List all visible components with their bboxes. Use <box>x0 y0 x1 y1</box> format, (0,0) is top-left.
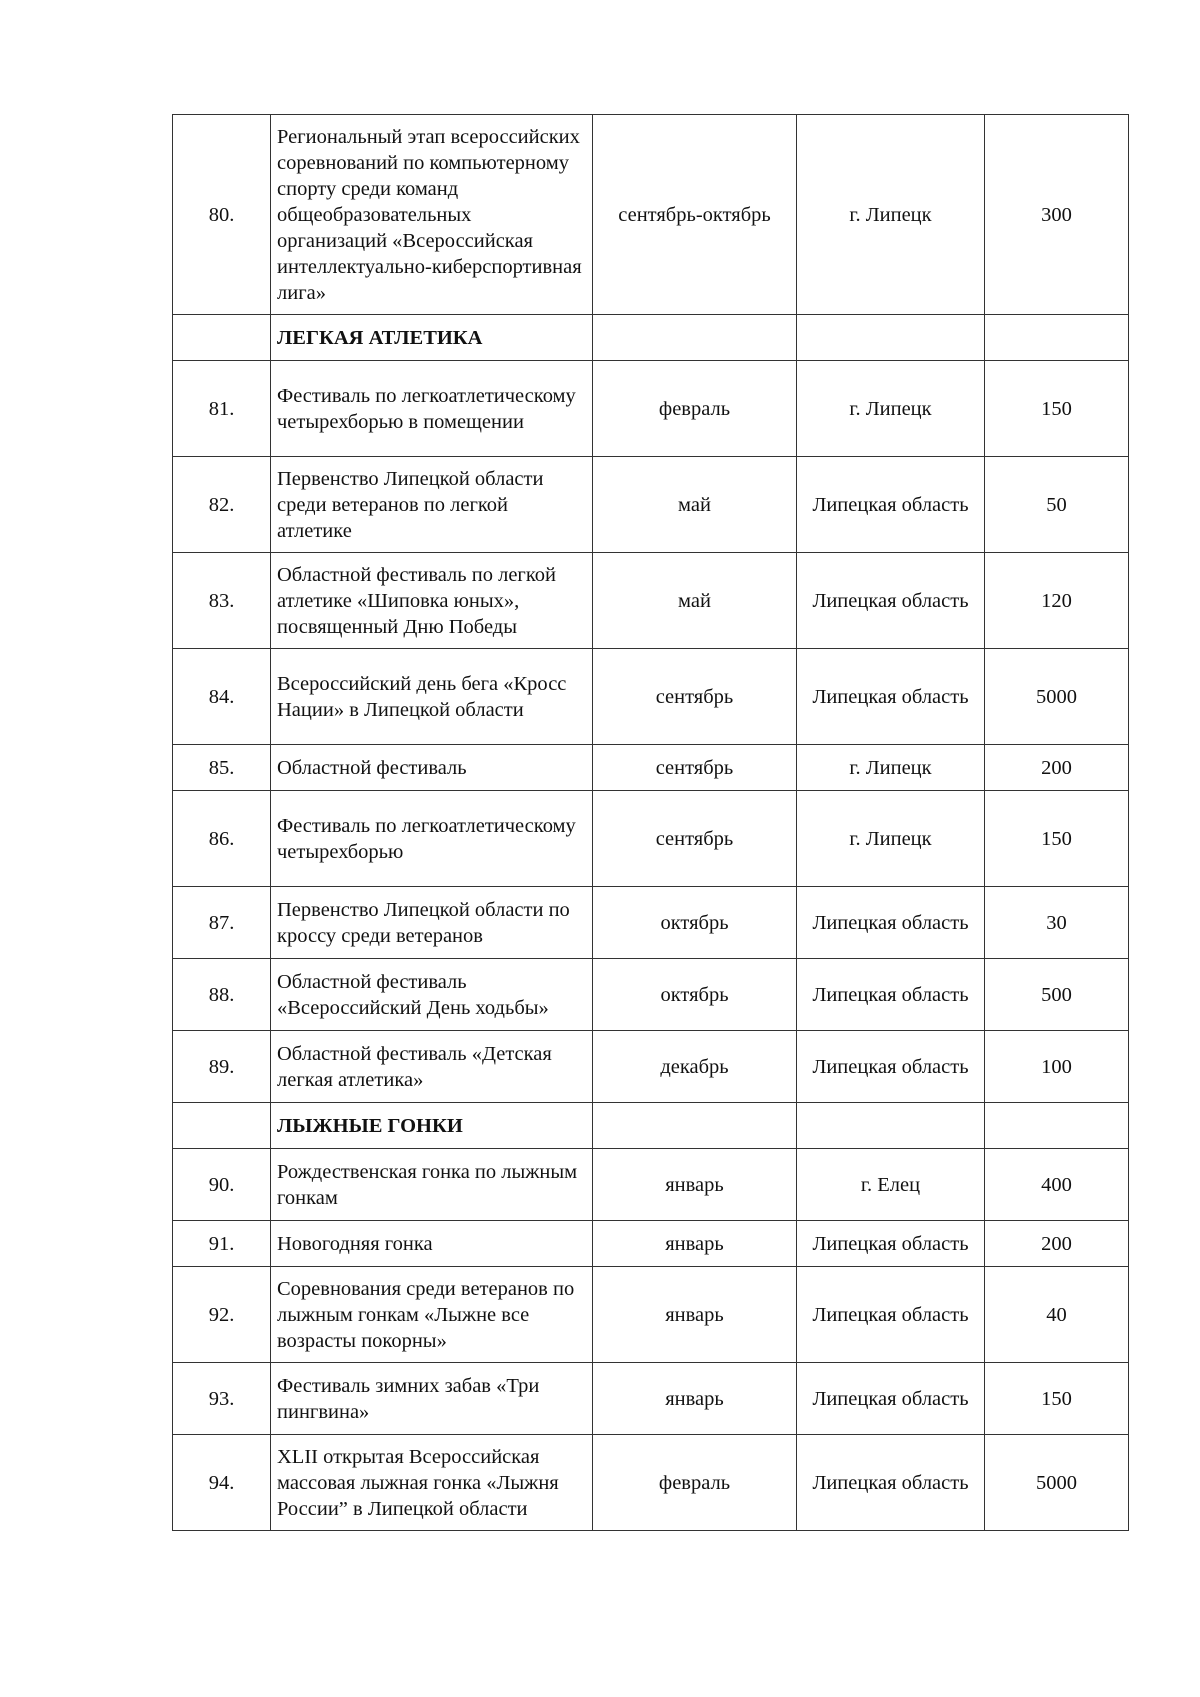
row-number-cell: 82. <box>173 457 271 553</box>
table-row <box>173 791 1129 887</box>
participants-count-cell: 150 <box>985 791 1129 887</box>
table-row <box>173 649 1129 745</box>
event-date-cell: май <box>593 553 797 649</box>
event-place-cell: Липецкая область <box>797 1363 985 1435</box>
event-date-cell: май <box>593 457 797 553</box>
event-date-cell: февраль <box>593 1435 797 1531</box>
table-row <box>173 1435 1129 1531</box>
event-date-cell: сентябрь <box>593 649 797 745</box>
participants-count-cell: 40 <box>985 1267 1129 1363</box>
event-name-cell: Фестиваль по легкоатлетическому четырехборью <box>271 791 593 887</box>
event-place-cell: Липецкая область <box>797 1435 985 1531</box>
event-date-cell: декабрь <box>593 1031 797 1103</box>
participants-count-cell: 400 <box>985 1149 1129 1221</box>
table-row <box>173 361 1129 457</box>
section-empty-count-cell <box>985 315 1129 361</box>
event-name-cell: Областной фестиваль «Детская легкая атлетика» <box>271 1031 593 1103</box>
event-date-cell: сентябрь <box>593 745 797 791</box>
row-number-cell: 80. <box>173 115 271 315</box>
event-place-cell: Липецкая область <box>797 1031 985 1103</box>
row-number-cell: 94. <box>173 1435 271 1531</box>
participants-count-cell: 5000 <box>985 649 1129 745</box>
event-place-cell: г. Липецк <box>797 745 985 791</box>
section-empty-num-cell <box>173 315 271 361</box>
row-number-cell: 87. <box>173 887 271 959</box>
section-empty-num-cell <box>173 1103 271 1149</box>
event-place-cell: г. Липецк <box>797 361 985 457</box>
event-name-cell: Первенство Липецкой области по кроссу среди ветеранов <box>271 887 593 959</box>
table-row <box>173 115 1129 315</box>
event-place-cell: Липецкая область <box>797 1221 985 1267</box>
section-empty-place-cell <box>797 1103 985 1149</box>
participants-count-cell: 150 <box>985 361 1129 457</box>
participants-count-cell: 500 <box>985 959 1129 1031</box>
event-date-cell: сентябрь <box>593 791 797 887</box>
event-name-cell: Областной фестиваль <box>271 745 593 791</box>
events-table-body <box>173 115 1129 1531</box>
event-place-cell: Липецкая область <box>797 649 985 745</box>
event-name-cell: Региональный этап всероссийских соревнований по компьютерному спорту среди команд общеобразовательных организаций «Всероссийская интеллектуально-киберспортивная лига» <box>271 115 593 315</box>
event-date-cell: февраль <box>593 361 797 457</box>
event-date-cell: январь <box>593 1363 797 1435</box>
table-row <box>173 887 1129 959</box>
event-date-cell: октябрь <box>593 959 797 1031</box>
section-empty-date-cell <box>593 315 797 361</box>
table-row <box>173 1149 1129 1221</box>
section-empty-count-cell <box>985 1103 1129 1149</box>
event-name-cell: Фестиваль зимних забав «Три пингвина» <box>271 1363 593 1435</box>
event-date-cell: январь <box>593 1149 797 1221</box>
participants-count-cell: 300 <box>985 115 1129 315</box>
event-place-cell: г. Липецк <box>797 791 985 887</box>
participants-count-cell: 50 <box>985 457 1129 553</box>
section-title: ЛЕГКАЯ АТЛЕТИКА <box>271 315 593 361</box>
participants-count-cell: 150 <box>985 1363 1129 1435</box>
event-date-cell: январь <box>593 1267 797 1363</box>
event-name-cell: Всероссийский день бега «Кросс Нации» в Липецкой области <box>271 649 593 745</box>
section-empty-place-cell <box>797 315 985 361</box>
event-place-cell: г. Елец <box>797 1149 985 1221</box>
event-place-cell: Липецкая область <box>797 959 985 1031</box>
participants-count-cell: 120 <box>985 553 1129 649</box>
row-number-cell: 90. <box>173 1149 271 1221</box>
section-header-row <box>173 315 1129 361</box>
row-number-cell: 83. <box>173 553 271 649</box>
event-place-cell: Липецкая область <box>797 1267 985 1363</box>
participants-count-cell: 200 <box>985 745 1129 791</box>
event-name-cell: Соревнования среди ветеранов по лыжным гонкам «Лыжне все возрасты покорны» <box>271 1267 593 1363</box>
event-date-cell: сентябрь-октябрь <box>593 115 797 315</box>
event-name-cell: Рождественская гонка по лыжным гонкам <box>271 1149 593 1221</box>
row-number-cell: 86. <box>173 791 271 887</box>
table-row <box>173 1031 1129 1103</box>
participants-count-cell: 200 <box>985 1221 1129 1267</box>
event-name-cell: Новогодняя гонка <box>271 1221 593 1267</box>
table-row <box>173 959 1129 1031</box>
row-number-cell: 88. <box>173 959 271 1031</box>
section-empty-date-cell <box>593 1103 797 1149</box>
event-name-cell: XLII открытая Всероссийская массовая лыжная гонка «Лыжня России” в Липецкой области <box>271 1435 593 1531</box>
table-row <box>173 1221 1129 1267</box>
participants-count-cell: 30 <box>985 887 1129 959</box>
participants-count-cell: 5000 <box>985 1435 1129 1531</box>
row-number-cell: 91. <box>173 1221 271 1267</box>
row-number-cell: 89. <box>173 1031 271 1103</box>
event-date-cell: октябрь <box>593 887 797 959</box>
row-number-cell: 93. <box>173 1363 271 1435</box>
event-place-cell: Липецкая область <box>797 457 985 553</box>
row-number-cell: 81. <box>173 361 271 457</box>
event-place-cell: Липецкая область <box>797 553 985 649</box>
event-name-cell: Областной фестиваль «Всероссийский День ходьбы» <box>271 959 593 1031</box>
row-number-cell: 92. <box>173 1267 271 1363</box>
row-number-cell: 84. <box>173 649 271 745</box>
participants-count-cell: 100 <box>985 1031 1129 1103</box>
event-place-cell: г. Липецк <box>797 115 985 315</box>
table-row <box>173 745 1129 791</box>
event-name-cell: Областной фестиваль по легкой атлетике «Шиповка юных», посвященный Дню Победы <box>271 553 593 649</box>
row-number-cell: 85. <box>173 745 271 791</box>
section-title: ЛЫЖНЫЕ ГОНКИ <box>271 1103 593 1149</box>
table-row <box>173 1363 1129 1435</box>
events-table <box>172 114 1129 1531</box>
table-row <box>173 1267 1129 1363</box>
event-date-cell: январь <box>593 1221 797 1267</box>
event-place-cell: Липецкая область <box>797 887 985 959</box>
event-name-cell: Первенство Липецкой области среди ветеранов по легкой атлетике <box>271 457 593 553</box>
table-row <box>173 553 1129 649</box>
event-name-cell: Фестиваль по легкоатлетическому четырехборью в помещении <box>271 361 593 457</box>
table-row <box>173 457 1129 553</box>
section-header-row <box>173 1103 1129 1149</box>
